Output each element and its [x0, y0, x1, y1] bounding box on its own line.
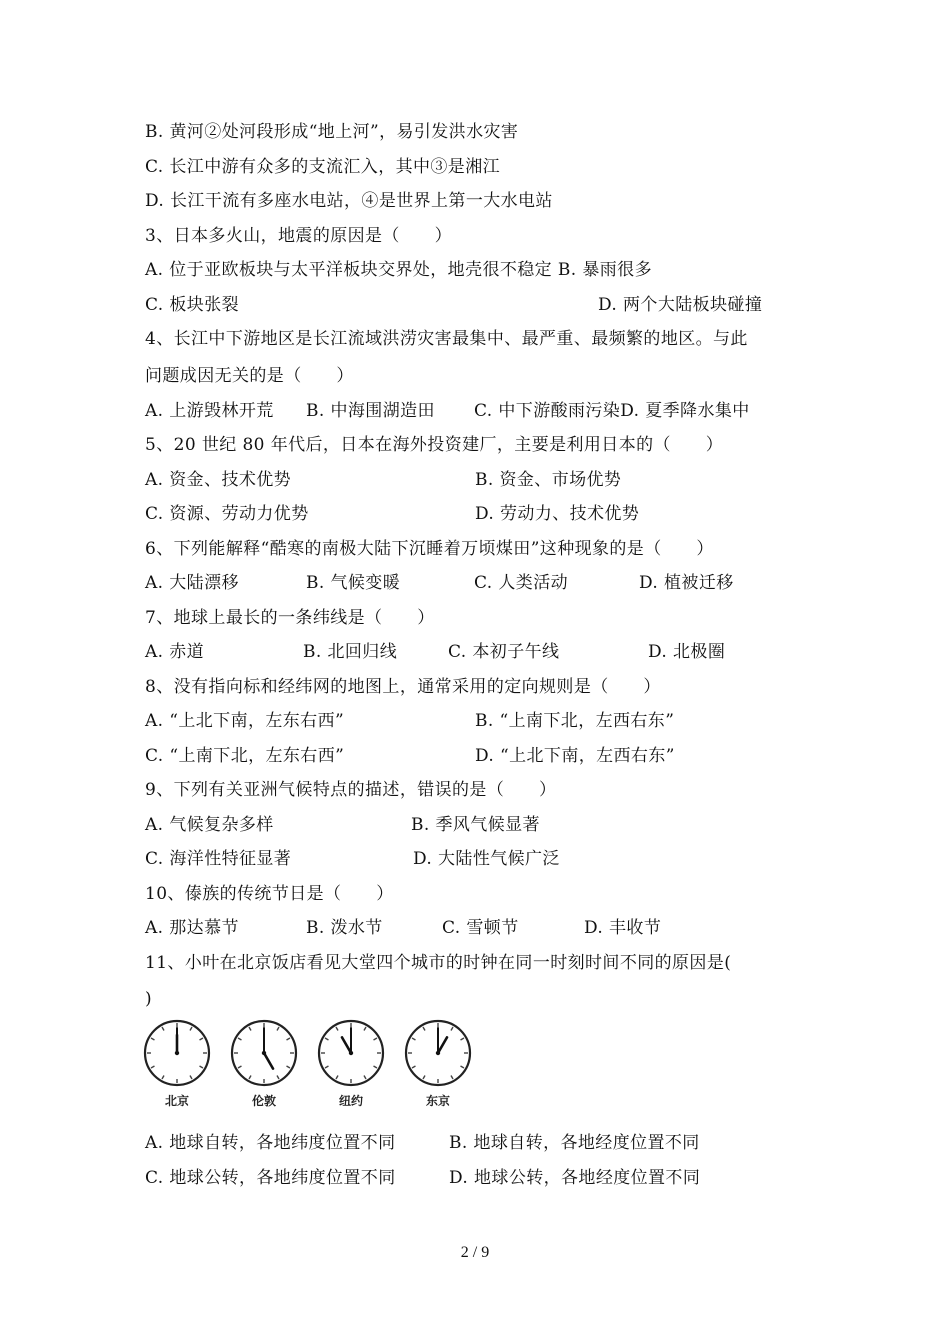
line-text: D. 长江干流有多座水电站，④是世界上第一大水电站 — [145, 191, 553, 211]
line-text: 5、20 世纪 80 年代后，日本在海外投资建厂，主要是利用日本的（ ） — [145, 435, 724, 455]
clock-figure — [142, 1018, 482, 1118]
option-text: B. 资金、市场优势 — [475, 470, 622, 490]
line-text: 10、傣族的传统节日是（ ） — [145, 884, 394, 904]
text-line-q3cd — [145, 294, 825, 316]
option-text: C. 资源、劳动力优势 — [145, 504, 309, 524]
option-text: D. 地球公转，各地经度位置不同 — [449, 1168, 701, 1188]
option-text: D. 北极圈 — [648, 642, 726, 662]
line-text: C. 长江中游有众多的支流汇入，其中③是湘江 — [145, 157, 501, 177]
text-line-q2c — [145, 156, 825, 178]
option-text: C. 本初子午线 — [448, 642, 560, 662]
line-text: B. 黄河②处河段形成“地上河”，易引发洪水灾害 — [145, 122, 519, 142]
line-text: 8、没有指向标和经纬网的地图上，通常采用的定向规则是（ ） — [145, 677, 661, 697]
option-text: D. 植被迁移 — [639, 573, 734, 593]
line-text: 9、下列有关亚洲气候特点的描述，错误的是（ ） — [145, 780, 557, 800]
clock-3 — [316, 1018, 386, 1110]
option-text: B. “上南下北，左西右东” — [475, 711, 675, 731]
option-text: A. 气候复杂多样 — [145, 815, 274, 835]
text-line-q11b — [145, 988, 825, 1010]
clock-1 — [142, 1018, 212, 1110]
option-text: C. 海洋性特征显著 — [145, 849, 292, 869]
text-line-q6opts — [145, 572, 825, 594]
option-text: A. “上北下南，左东右西” — [145, 711, 345, 731]
text-line-q9cd — [145, 848, 825, 870]
clock-2 — [229, 1018, 299, 1110]
text-line-q11a — [145, 952, 825, 974]
text-line-q10opts — [145, 917, 825, 939]
option-text: A. 资金、技术优势 — [145, 470, 292, 490]
option-text: D. 劳动力、技术优势 — [475, 504, 640, 524]
line-text: A. 位于亚欧板块与太平洋板块交界处，地壳很不稳定 B. 暴雨很多 — [145, 260, 652, 280]
option-text: C. 中下游酸雨污染D. 夏季降水集中 — [474, 401, 750, 421]
option-text: C. 雪顿节 — [442, 918, 519, 938]
text-line-q6 — [145, 538, 825, 560]
text-line-q4opts — [145, 400, 825, 422]
text-line-q3ab — [145, 259, 825, 281]
line-text: 问题成因无关的是（ ） — [145, 366, 354, 386]
text-line-q4b — [145, 365, 825, 387]
option-text: D. “上北下南，左西右东” — [475, 746, 675, 766]
text-line-q2b — [145, 121, 825, 143]
text-line-q8 — [145, 676, 825, 698]
option-text: B. 北回归线 — [303, 642, 398, 662]
clock-city-label: 北京 — [164, 1094, 189, 1108]
option-text: B. 气候变暖 — [306, 573, 401, 593]
line-text: 3、日本多火山，地震的原因是（ ） — [145, 226, 453, 246]
option-text: B. 中海围湖造田 — [306, 401, 435, 421]
option-text: D. 大陆性气候广泛 — [413, 849, 560, 869]
option-text: C. 板块张裂 — [145, 295, 240, 315]
clock-face-icon — [142, 1018, 212, 1088]
clock-city-label: 纽约 — [338, 1094, 363, 1108]
option-text: A. 那达慕节 — [145, 918, 239, 938]
option-text: A. 赤道 — [145, 642, 205, 662]
text-line-q9ab — [145, 814, 825, 836]
clock-face-icon — [403, 1018, 473, 1088]
text-line-q7opts — [145, 641, 825, 663]
clock-face-icon — [316, 1018, 386, 1088]
text-line-q4a — [145, 328, 825, 350]
text-line-q2d — [145, 190, 825, 212]
option-text: C. 地球公转，各地纬度位置不同 — [145, 1168, 396, 1188]
text-line-q5cd — [145, 503, 825, 525]
text-line-q7 — [145, 607, 825, 629]
clock-face-icon — [229, 1018, 299, 1088]
option-text: D. 丰收节 — [584, 918, 662, 938]
option-text: A. 上游毁林开荒 — [145, 401, 274, 421]
line-text: 4、长江中下游地区是长江流域洪涝灾害最集中、最严重、最频繁的地区。与此 — [145, 329, 748, 349]
option-text: B. 季风气候显著 — [411, 815, 540, 835]
text-line-q3 — [145, 225, 825, 247]
line-text: 6、下列能解释“酷寒的南极大陆下沉睡着万顷煤田”这种现象的是（ ） — [145, 539, 714, 559]
option-text: C. 人类活动 — [474, 573, 569, 593]
text-line-q10 — [145, 883, 825, 905]
text-line-q5ab — [145, 469, 825, 491]
clock-4 — [403, 1018, 473, 1110]
text-line-q8ab — [145, 710, 825, 732]
line-text: 7、地球上最长的一条纬线是（ ） — [145, 608, 435, 628]
line-text: 11、小叶在北京饭店看见大堂四个城市的时钟在同一时刻时间不同的原因是( — [145, 953, 732, 973]
clock-city-label: 东京 — [425, 1094, 450, 1108]
clock-city-label: 伦敦 — [251, 1094, 276, 1108]
option-text: C. “上南下北，左东右西” — [145, 746, 345, 766]
option-text: B. 地球自转，各地经度位置不同 — [449, 1133, 700, 1153]
page-number: 2 / 9 — [460, 1244, 490, 1261]
text-line-q5 — [145, 434, 825, 456]
option-text: A. 大陆漂移 — [145, 573, 239, 593]
option-text: B. 泼水节 — [306, 918, 383, 938]
text-line-q11ab — [145, 1132, 825, 1154]
line-text: ) — [145, 989, 153, 1009]
option-text: A. 地球自转，各地纬度位置不同 — [145, 1133, 396, 1153]
text-line-q11cd — [145, 1167, 825, 1189]
option-text: D. 两个大陆板块碰撞 — [598, 295, 763, 315]
text-line-q9 — [145, 779, 825, 801]
text-line-q8cd — [145, 745, 825, 767]
